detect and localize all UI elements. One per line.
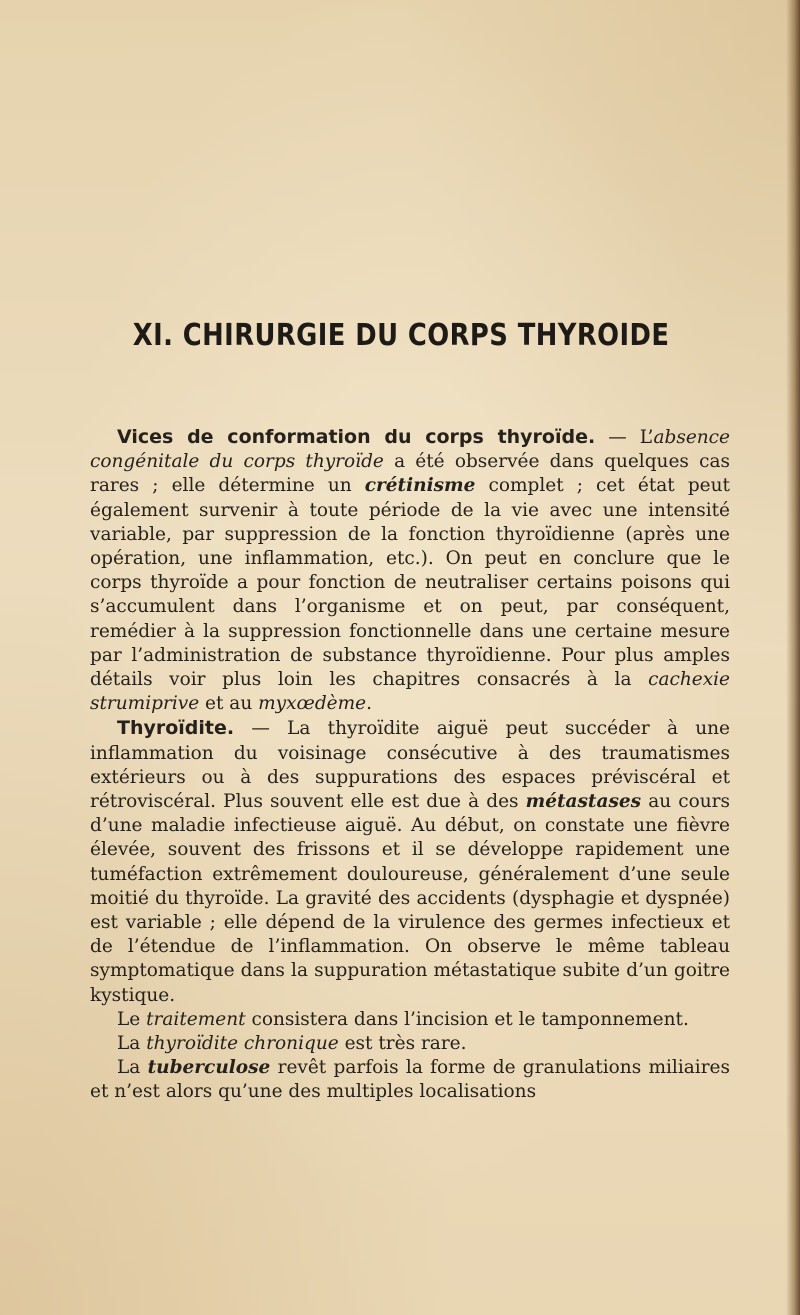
text-run: est très rare. bbox=[338, 1033, 467, 1055]
paragraph-tuberculose bbox=[90, 1056, 730, 1104]
text-run: consistera dans l’incision et le tamponnement. bbox=[245, 1008, 689, 1030]
italic-term: métastases bbox=[525, 791, 642, 813]
paragraph-thyroidite bbox=[90, 716, 730, 1007]
italic-term: crétinisme bbox=[364, 475, 476, 497]
italic-term: thyroïdite chronique bbox=[146, 1033, 339, 1055]
chapter-title: XI. CHIRURGIE DU CORPS THYROIDE bbox=[132, 318, 670, 353]
paragraph-vices-de-conformation bbox=[90, 425, 730, 716]
italic-term: traitement bbox=[146, 1008, 246, 1030]
text-run: — La thyroïdite aiguë peut succéder à une inflammation du voisinage consécutive à des traumatismes extérieurs ou à des suppurations des espaces préviscéral et rétroviscéral. Plus souvent elle est due à des bbox=[90, 718, 730, 813]
paragraph-traitement bbox=[90, 1008, 730, 1032]
book-spine-shadow bbox=[786, 0, 800, 1315]
italic-term: tuberculose bbox=[147, 1057, 271, 1079]
text-run: a été observée dans quelques cas rares ; elle détermine un bbox=[90, 451, 730, 497]
italic-term: myxœdème bbox=[258, 693, 367, 715]
section-heading-vices: Vices de conformation du corps thyroïde. bbox=[117, 426, 596, 448]
italic-term: cachexie strumiprive bbox=[90, 669, 730, 715]
text-run: — L’ bbox=[595, 427, 654, 448]
paragraph-thyroidite-chronique bbox=[90, 1032, 730, 1056]
text-run: . bbox=[366, 693, 373, 715]
text-run: complet ; cet état peut également survenir à toute période de la vie avec une intensité variable, par suppression de la fonction thyroïdienne (après une opération, une inflammation, etc.). On peut en conclure que le corps thyroïde a pour fonction de neutraliser certains poisons qui s’accumulent dans l’organisme et on peut, par conséquent, remédier à la suppression fonctionnelle dans une certaine mesure par l’administration de substance thyroïdienne. Pour plus amples détails voir plus loin les chapitres consacrés à la bbox=[90, 475, 730, 691]
chapter-body bbox=[90, 425, 730, 1105]
text-run: revêt parfois la forme de granulations miliaires et n’est alors qu’une des multiples localisations bbox=[90, 1057, 731, 1103]
text-run: et au bbox=[199, 693, 259, 715]
text-run: La bbox=[117, 1033, 147, 1055]
text-run: La bbox=[117, 1057, 148, 1079]
italic-term: absence congénitale du corps thyroïde bbox=[90, 427, 730, 473]
section-heading-thyroidite: Thyroïdite. bbox=[117, 717, 235, 740]
text-run: Le bbox=[117, 1008, 147, 1030]
text-run: au cours d’une maladie infectieuse aiguë. Au début, on constate une fièvre élevée, souvent des frissons et il se développe rapidement une tuméfaction extrêmement douloureuse, généralement d’une seule moitié du thyroïde. La gravité des accidents (dysphagie et dyspnée) est variable ; elle dépend de la virulence des germes infectieux et de l’étendue de l’inflammation. On observe le même tableau symptomatique dans la suppuration métastatique subite d’un goitre kystique. bbox=[90, 791, 730, 1006]
